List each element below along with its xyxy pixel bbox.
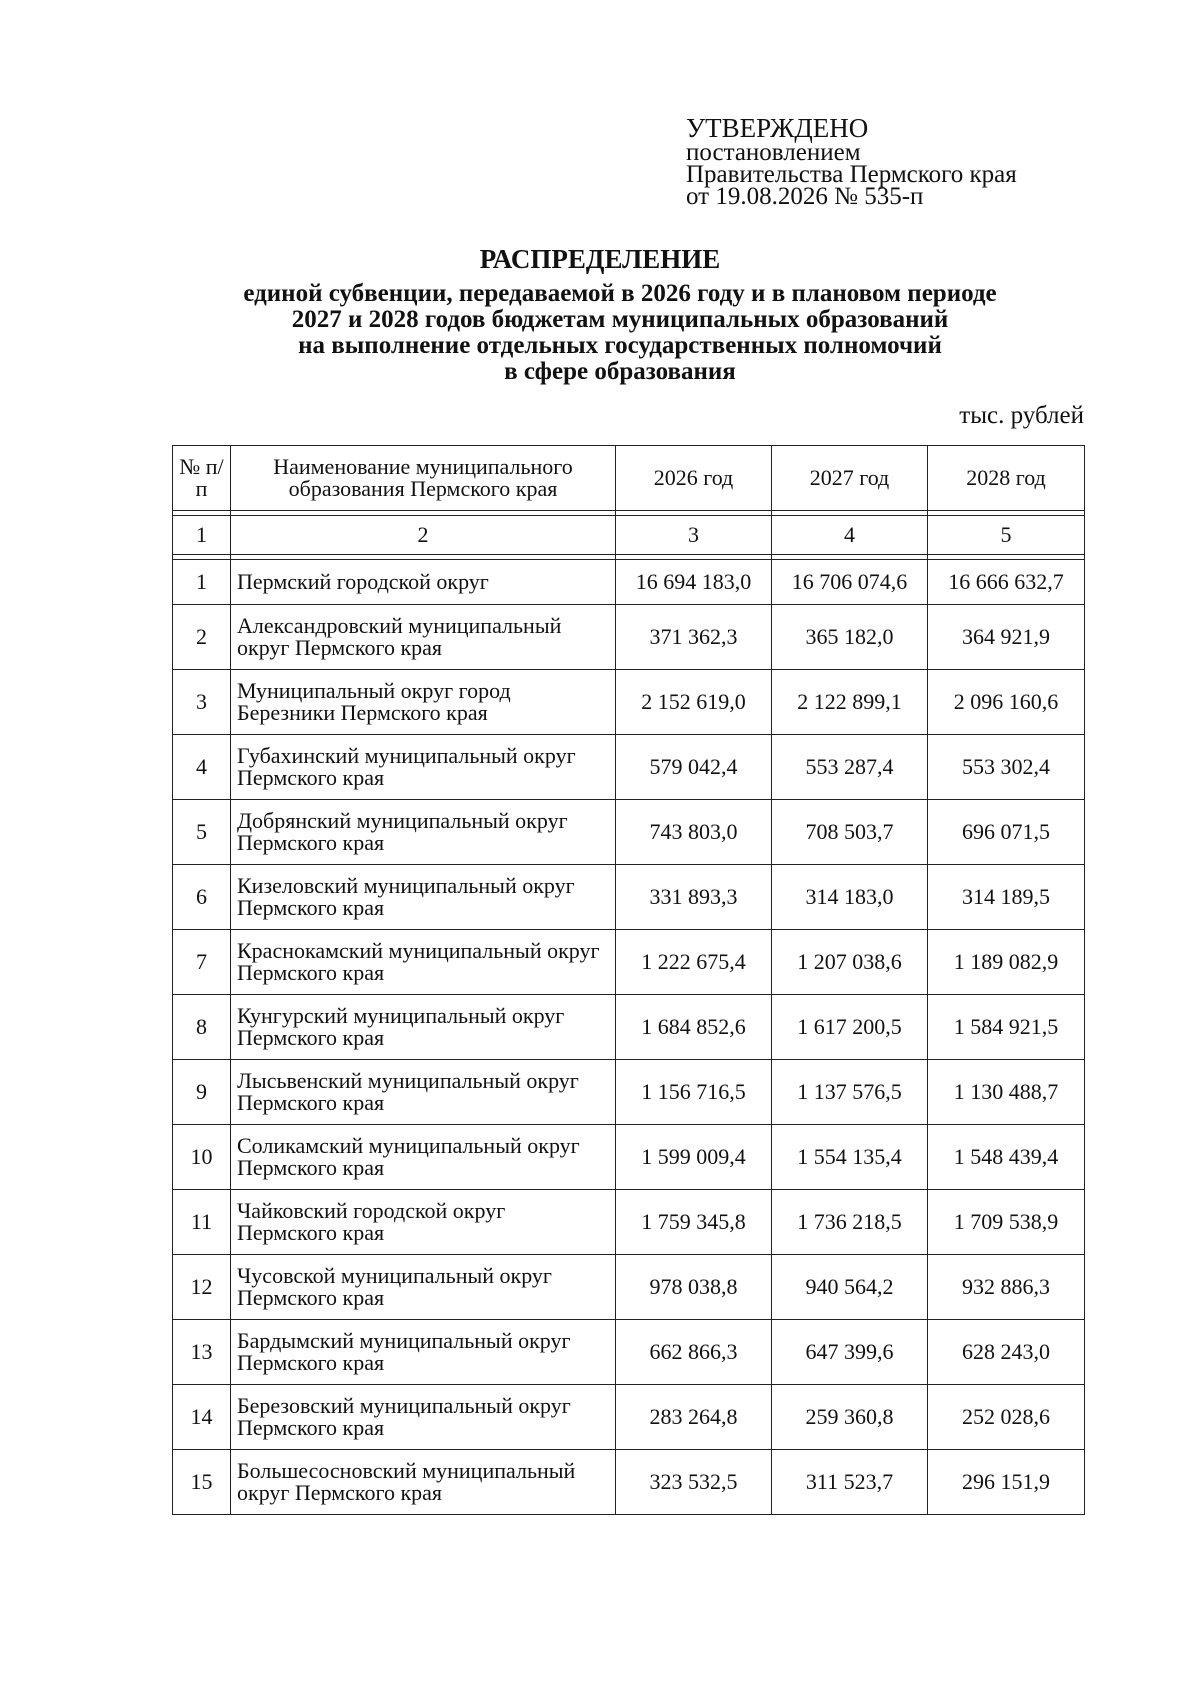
value-2027: 1 207 038,6 <box>772 930 928 995</box>
value-2027: 1 617 200,5 <box>772 995 928 1060</box>
value-2028: 1 584 921,5 <box>928 995 1085 1060</box>
municipality-name: Губахинский муниципальный округ Пермского края <box>231 735 616 800</box>
value-2028: 252 028,6 <box>928 1385 1085 1450</box>
row-number: 12 <box>173 1255 231 1320</box>
row-number: 9 <box>173 1060 231 1125</box>
municipality-name: Кунгурский муниципальный округ Пермского края <box>231 995 616 1060</box>
value-2028: 1 709 538,9 <box>928 1190 1085 1255</box>
value-2026: 1 684 852,6 <box>616 995 772 1060</box>
row-number: 14 <box>173 1385 231 1450</box>
municipality-name: Пермский городской округ <box>231 560 616 605</box>
value-2028: 628 243,0 <box>928 1320 1085 1385</box>
value-2028: 696 071,5 <box>928 800 1085 865</box>
approval-line-3: от 19.08.2026 № 535-п <box>686 183 924 210</box>
value-2027: 708 503,7 <box>772 800 928 865</box>
header-num: № п/п <box>173 446 231 511</box>
table-row <box>173 1060 1085 1125</box>
municipality-name: Краснокамский муниципальный округ Пермского края <box>231 930 616 995</box>
value-2027: 365 182,0 <box>772 605 928 670</box>
value-2026: 1 156 716,5 <box>616 1060 772 1125</box>
table-row <box>173 865 1085 930</box>
municipality-name: Бардымский муниципальный округ Пермского края <box>231 1320 616 1385</box>
table-row <box>173 735 1085 800</box>
row-number: 4 <box>173 735 231 800</box>
value-2027: 2 122 899,1 <box>772 670 928 735</box>
row-number: 11 <box>173 1190 231 1255</box>
subtitle-line-4: в сфере образования <box>504 358 736 385</box>
municipality-name: Александровский муниципальный округ Пермского края <box>231 605 616 670</box>
table-row <box>173 605 1085 670</box>
value-2027: 314 183,0 <box>772 865 928 930</box>
units-label: тыс. рублей <box>959 402 1084 429</box>
value-2026: 323 532,5 <box>616 1450 772 1515</box>
value-2027: 16 706 074,6 <box>772 560 928 605</box>
row-number: 2 <box>173 605 231 670</box>
municipality-name: Муниципальный округ город Березники Пермского края <box>231 670 616 735</box>
value-2028: 2 096 160,6 <box>928 670 1085 735</box>
header-2026: 2026 год <box>616 446 772 511</box>
approval-line-1: постановлением <box>686 139 861 166</box>
value-2028: 314 189,5 <box>928 865 1085 930</box>
value-2027: 647 399,6 <box>772 1320 928 1385</box>
value-2028: 1 548 439,4 <box>928 1125 1085 1190</box>
municipality-name: Кизеловский муниципальный округ Пермского края <box>231 865 616 930</box>
value-2028: 364 921,9 <box>928 605 1085 670</box>
table-row <box>173 1385 1085 1450</box>
subtitle-line-3: на выполнение отдельных государственных полномочий <box>298 332 942 359</box>
row-number: 3 <box>173 670 231 735</box>
table-row <box>173 1255 1085 1320</box>
column-number: 2 <box>231 516 616 555</box>
value-2026: 16 694 183,0 <box>616 560 772 605</box>
value-2026: 331 893,3 <box>616 865 772 930</box>
column-number: 5 <box>928 516 1085 555</box>
table-row <box>173 1450 1085 1515</box>
value-2027: 1 736 218,5 <box>772 1190 928 1255</box>
approval-stamp: УТВЕРЖДЕНО <box>686 113 869 143</box>
value-2027: 553 287,4 <box>772 735 928 800</box>
row-number: 13 <box>173 1320 231 1385</box>
row-number: 5 <box>173 800 231 865</box>
value-2027: 311 523,7 <box>772 1450 928 1515</box>
row-number: 1 <box>173 560 231 605</box>
municipality-name: Большесосновский муниципальный округ Пермского края <box>231 1450 616 1515</box>
table-header-row <box>173 446 1085 511</box>
municipality-name: Березовский муниципальный округ Пермского края <box>231 1385 616 1450</box>
value-2028: 1 189 082,9 <box>928 930 1085 995</box>
document-title: РАСПРЕДЕЛЕНИЕ <box>479 244 721 274</box>
table-row <box>173 995 1085 1060</box>
value-2026: 1 599 009,4 <box>616 1125 772 1190</box>
value-2026: 371 362,3 <box>616 605 772 670</box>
value-2026: 978 038,8 <box>616 1255 772 1320</box>
table-row <box>173 670 1085 735</box>
value-2026: 283 264,8 <box>616 1385 772 1450</box>
table-row <box>173 1190 1085 1255</box>
value-2028: 1 130 488,7 <box>928 1060 1085 1125</box>
approval-line-2: Правительства Пермского края <box>686 161 1017 188</box>
approval-block <box>686 114 1017 208</box>
table-row <box>173 560 1085 605</box>
value-2028: 16 666 632,7 <box>928 560 1085 605</box>
column-number: 1 <box>173 516 231 555</box>
header-2027: 2027 год <box>772 446 928 511</box>
municipality-name: Соликамский муниципальный округ Пермского края <box>231 1125 616 1190</box>
value-2026: 662 866,3 <box>616 1320 772 1385</box>
municipality-name: Лысьвенский муниципальный округ Пермского края <box>231 1060 616 1125</box>
municipality-name: Добрянский муниципальный округ Пермского края <box>231 800 616 865</box>
header-name: Наименование муниципального образования Пермского края <box>231 446 616 511</box>
row-number: 8 <box>173 995 231 1060</box>
value-2026: 579 042,4 <box>616 735 772 800</box>
table-row <box>173 930 1085 995</box>
value-2026: 1 222 675,4 <box>616 930 772 995</box>
row-number: 7 <box>173 930 231 995</box>
document-subtitle <box>160 281 1080 385</box>
row-number: 10 <box>173 1125 231 1190</box>
row-number: 15 <box>173 1450 231 1515</box>
municipality-name: Чайковский городской округ Пермского края <box>231 1190 616 1255</box>
municipality-name: Чусовской муниципальный округ Пермского края <box>231 1255 616 1320</box>
value-2027: 1 554 135,4 <box>772 1125 928 1190</box>
column-number: 4 <box>772 516 928 555</box>
column-number: 3 <box>616 516 772 555</box>
value-2026: 1 759 345,8 <box>616 1190 772 1255</box>
table-row <box>173 1125 1085 1190</box>
header-2028: 2028 год <box>928 446 1085 511</box>
value-2026: 2 152 619,0 <box>616 670 772 735</box>
column-number-row <box>173 516 1085 555</box>
table-row <box>173 800 1085 865</box>
value-2028: 296 151,9 <box>928 1450 1085 1515</box>
value-2028: 553 302,4 <box>928 735 1085 800</box>
table-body <box>173 560 1085 1515</box>
value-2027: 259 360,8 <box>772 1385 928 1450</box>
table-row <box>173 1320 1085 1385</box>
value-2027: 940 564,2 <box>772 1255 928 1320</box>
subtitle-line-1: единой субвенции, передаваемой в 2026 году и в плановом периоде <box>243 280 997 307</box>
value-2028: 932 886,3 <box>928 1255 1085 1320</box>
row-number: 6 <box>173 865 231 930</box>
subtitle-line-2: 2027 и 2028 годов бюджетам муниципальных образований <box>291 306 949 333</box>
distribution-table <box>172 445 1085 1515</box>
value-2027: 1 137 576,5 <box>772 1060 928 1125</box>
value-2026: 743 803,0 <box>616 800 772 865</box>
